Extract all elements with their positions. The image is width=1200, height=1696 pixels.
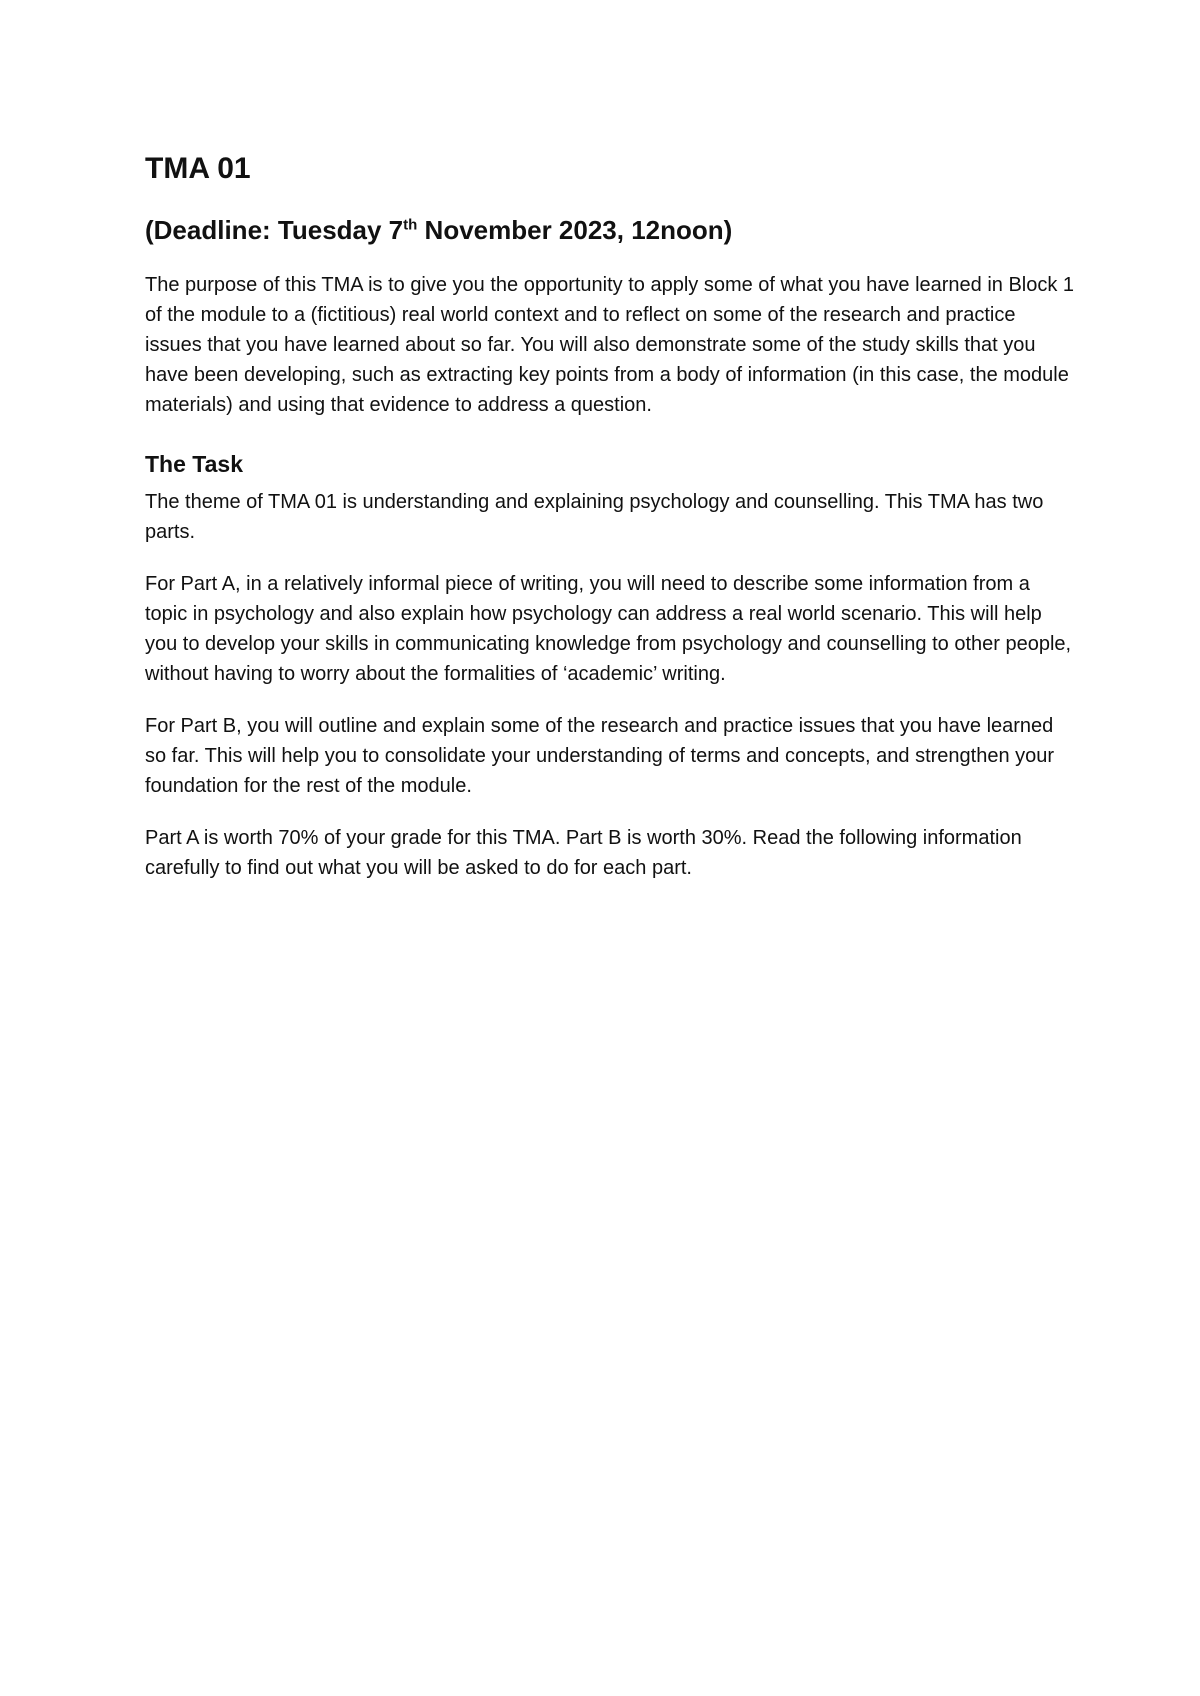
document-title: TMA 01	[145, 152, 251, 185]
deadline-suffix: November 2023, 12noon)	[417, 214, 733, 245]
deadline-heading	[145, 214, 1075, 247]
task-paragraph-theme: The theme of TMA 01 is understanding and explaining psychology and counselling. This TMA has two parts.	[145, 490, 1044, 543]
intro-paragraph: The purpose of this TMA is to give you the opportunity to apply some of what you have learned in Block 1 of the module to a (fictitious) real world context and to reflect on some of the research and practice issues that you have learned about so far. You will also demonstrate some of the study skills that you have been developing, such as extracting key points from a body of information (in this case, the module materials) and using that evidence to address a question.	[145, 274, 1075, 416]
deadline-prefix: (Deadline: Tuesday 7	[145, 214, 404, 245]
task-paragraph-part-a: For Part A, in a relatively informal piece of writing, you will need to describe some information from a topic in psychology and also explain how psychology can address a real world scenario. This will help you to develop your skills in communicating knowledge from psychology and counselling to other people, without having to worry about the formalities of ‘academic’ writing.	[145, 572, 1072, 685]
document-body	[145, 150, 1075, 905]
deadline-superscript: th	[403, 215, 418, 233]
task-heading: The Task	[145, 451, 243, 477]
task-paragraph-weighting: Part A is worth 70% of your grade for this TMA. Part B is worth 30%. Read the following information carefully to find out what you will be asked to do for each part.	[145, 826, 1022, 879]
task-paragraph-part-b: For Part B, you will outline and explain some of the research and practice issues that you have learned so far. This will help you to consolidate your understanding of terms and concepts, and strengthen your foundation for the rest of the module.	[145, 714, 1055, 797]
